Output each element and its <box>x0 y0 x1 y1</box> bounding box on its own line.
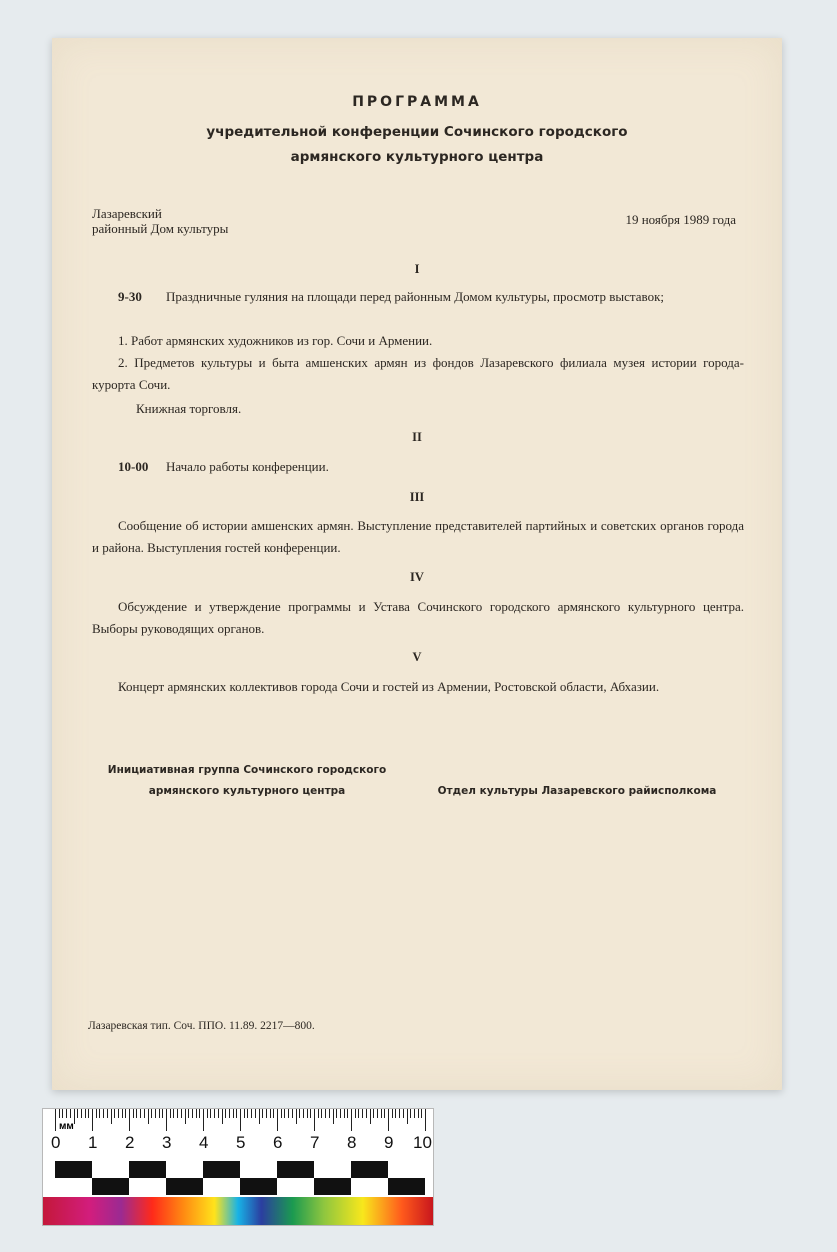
ruler-tick <box>99 1109 100 1118</box>
checker-square <box>277 1161 314 1178</box>
ruler-tick <box>196 1109 197 1118</box>
ruler-tick <box>358 1109 359 1118</box>
ruler-tick <box>129 1109 130 1131</box>
ruler-tick <box>421 1109 422 1118</box>
ruler-tick <box>214 1109 215 1118</box>
ruler-digit: 0 <box>51 1133 61 1152</box>
ruler-tick <box>414 1109 415 1118</box>
ruler-tick <box>233 1109 234 1118</box>
ruler-digit: 2 <box>125 1133 135 1152</box>
ruler-tick <box>336 1109 337 1118</box>
ruler-tick <box>299 1109 300 1118</box>
ruler-tick <box>296 1109 297 1124</box>
ruler-tick <box>314 1109 315 1131</box>
ruler-tick <box>381 1109 382 1118</box>
section-3-text: Сообщение об истории амшенских армян. Выступление представителей партийных и советских органов города и района. Выступления гостей конференции. <box>92 518 744 555</box>
ruler-tick <box>236 1109 237 1118</box>
ruler-tick <box>225 1109 226 1118</box>
checker-square <box>55 1161 92 1178</box>
ruler-tick <box>388 1109 389 1131</box>
ruler-tick <box>199 1109 200 1118</box>
ruler-tick <box>136 1109 137 1118</box>
section-4-text: Обсуждение и утверждение программы и Устава Сочинского городского армянского культурного центра. Выборы руководящих органов. <box>92 599 744 636</box>
ruler-tick <box>355 1109 356 1118</box>
ruler-tick <box>370 1109 371 1124</box>
ruler-digit: 9 <box>384 1133 394 1152</box>
event-date: 19 ноября 1989 года <box>625 212 736 227</box>
ruler-tick <box>192 1109 193 1118</box>
ruler-tick <box>151 1109 152 1118</box>
ruler-tick <box>303 1109 304 1118</box>
ruler-tick <box>310 1109 311 1118</box>
section-numeral-5: V <box>412 650 422 664</box>
signature-left-line1: Инициативная группа Сочинского городского <box>107 764 387 776</box>
ruler-tick <box>181 1109 182 1118</box>
ruler-tick <box>395 1109 396 1118</box>
ruler-tick <box>321 1109 322 1118</box>
section-5-text: Концерт армянских коллективов города Сочи и гостей из Армении, Ростовской области, Абхазии. <box>118 679 660 694</box>
ruler-tick <box>377 1109 378 1118</box>
ruler-tick <box>244 1109 245 1118</box>
ruler-tick <box>222 1109 223 1124</box>
ruler-tick <box>407 1109 408 1124</box>
document-title: ПРОГРАММА <box>352 94 482 110</box>
checker-square <box>203 1161 240 1178</box>
ruler-tick <box>333 1109 334 1124</box>
checker-square <box>240 1178 277 1195</box>
ruler-tick <box>344 1109 345 1118</box>
ruler-tick <box>347 1109 348 1118</box>
ruler-tick <box>155 1109 156 1118</box>
ruler-tick <box>410 1109 411 1118</box>
ruler-tick <box>62 1109 63 1118</box>
section-1-item-1: 1. Работ армянских художников из гор. Сочи и Армении. <box>118 333 433 348</box>
ruler-tick <box>362 1109 363 1118</box>
ruler-tick <box>373 1109 374 1118</box>
ruler-tick <box>85 1109 86 1118</box>
document-subtitle-line1: учредительной конференции Сочинского городского <box>206 124 628 140</box>
ruler-color-strip <box>43 1197 433 1225</box>
ruler-tick <box>81 1109 82 1118</box>
signature-left-line2: армянского культурного центра <box>148 785 346 797</box>
ruler-tick <box>218 1109 219 1118</box>
ruler-tick <box>288 1109 289 1118</box>
time-label: 9-30 <box>118 289 142 304</box>
ruler-digit: 1 <box>88 1133 98 1152</box>
ruler-tick <box>318 1109 319 1118</box>
ruler-digit: 4 <box>199 1133 209 1152</box>
section-numeral-3: III <box>409 490 425 504</box>
signature-culture-department: Отдел культуры Лазаревского райисполкома <box>437 785 717 797</box>
ruler-tick <box>133 1109 134 1118</box>
ruler-tick <box>118 1109 119 1118</box>
ruler-tick <box>88 1109 89 1118</box>
checker-square <box>129 1161 166 1178</box>
ruler-tick <box>229 1109 230 1118</box>
ruler-tick <box>107 1109 108 1118</box>
ruler-tick <box>92 1109 93 1131</box>
ruler-tick <box>162 1109 163 1118</box>
ruler-tick <box>266 1109 267 1118</box>
ruler-tick <box>55 1109 56 1131</box>
section-2-text: Начало работы конференции. <box>166 459 329 474</box>
ruler-tick <box>140 1109 141 1118</box>
venue <box>92 206 228 236</box>
ruler-tick <box>170 1109 171 1118</box>
ruler-tick <box>173 1109 174 1118</box>
ruler-tick <box>384 1109 385 1118</box>
time-label: 10-00 <box>118 459 149 474</box>
ruler-tick <box>122 1109 123 1118</box>
ruler-checker-pattern <box>55 1161 425 1195</box>
ruler-tick <box>366 1109 367 1118</box>
ruler-tick <box>403 1109 404 1118</box>
checker-square <box>166 1178 203 1195</box>
checker-square <box>388 1178 425 1195</box>
ruler-tick <box>281 1109 282 1118</box>
ruler-tick <box>125 1109 126 1118</box>
printing-imprint: Лазаревская тип. Соч. ППО. 11.89. 2217—800. <box>88 1020 315 1032</box>
section-numeral-4: IV <box>410 570 424 584</box>
scale-ruler <box>42 1108 434 1226</box>
ruler-tick <box>210 1109 211 1118</box>
ruler-tick <box>259 1109 260 1124</box>
ruler-tick <box>111 1109 112 1124</box>
ruler-tick <box>148 1109 149 1124</box>
ruler-tick <box>96 1109 97 1118</box>
ruler-tick <box>270 1109 271 1118</box>
ruler-tick <box>114 1109 115 1118</box>
ruler-digit: 6 <box>273 1133 283 1152</box>
checker-square <box>314 1178 351 1195</box>
ruler-tick <box>307 1109 308 1118</box>
checker-square <box>92 1178 129 1195</box>
ruler-tick <box>103 1109 104 1118</box>
ruler-tick <box>159 1109 160 1118</box>
ruler-tick <box>70 1109 71 1118</box>
ruler-digit: 3 <box>162 1133 172 1152</box>
ruler-tick <box>166 1109 167 1131</box>
ruler-tick <box>325 1109 326 1118</box>
ruler-tick <box>351 1109 352 1131</box>
ruler-tick <box>418 1109 419 1118</box>
ruler-tick <box>188 1109 189 1118</box>
ruler-digit: 7 <box>310 1133 320 1152</box>
ruler-tick <box>185 1109 186 1124</box>
ruler-tick <box>292 1109 293 1118</box>
ruler-tick <box>77 1109 78 1118</box>
section-numeral-2: II <box>412 430 422 444</box>
ruler-tick <box>277 1109 278 1131</box>
ruler-tick <box>203 1109 204 1131</box>
checker-square <box>351 1161 388 1178</box>
ruler-tick <box>66 1109 67 1118</box>
ruler-tick <box>392 1109 393 1118</box>
ruler-tick <box>425 1109 426 1131</box>
ruler-unit-label: мм <box>59 1121 74 1132</box>
ruler-tick <box>207 1109 208 1118</box>
ruler-digit: 10 <box>413 1133 432 1152</box>
ruler-tick <box>399 1109 400 1118</box>
section-1-item-3: Книжная торговля. <box>136 401 242 416</box>
ruler-tick <box>340 1109 341 1118</box>
section-numeral-1: I <box>414 262 420 276</box>
ruler-tick <box>284 1109 285 1118</box>
ruler-tick <box>262 1109 263 1118</box>
ruler-digit: 8 <box>347 1133 357 1152</box>
ruler-tick <box>177 1109 178 1118</box>
ruler-tick <box>329 1109 330 1118</box>
ruler-tick <box>240 1109 241 1131</box>
section-1-text: Праздничные гуляния на площади перед районным Домом культуры, просмотр выставок; <box>166 289 664 304</box>
ruler-tick <box>247 1109 248 1118</box>
ruler-tick <box>273 1109 274 1118</box>
venue-line2: районный Дом культуры <box>92 221 229 236</box>
section-2-time <box>118 456 148 478</box>
signature-initiative-group <box>102 760 392 802</box>
section-1-item-2: 2. Предметов культуры и быта амшенских армян из фондов Лазаревского филиала музея истории города-курорта Сочи. <box>92 355 744 392</box>
venue-line1: Лазаревский <box>92 206 162 221</box>
ruler-tick <box>59 1109 60 1118</box>
ruler-tick <box>251 1109 252 1118</box>
document-sheet <box>52 38 782 1090</box>
ruler-digit: 5 <box>236 1133 246 1152</box>
ruler-tick <box>144 1109 145 1118</box>
document-subtitle-line2: армянского культурного центра <box>290 149 544 165</box>
ruler-tick <box>255 1109 256 1118</box>
